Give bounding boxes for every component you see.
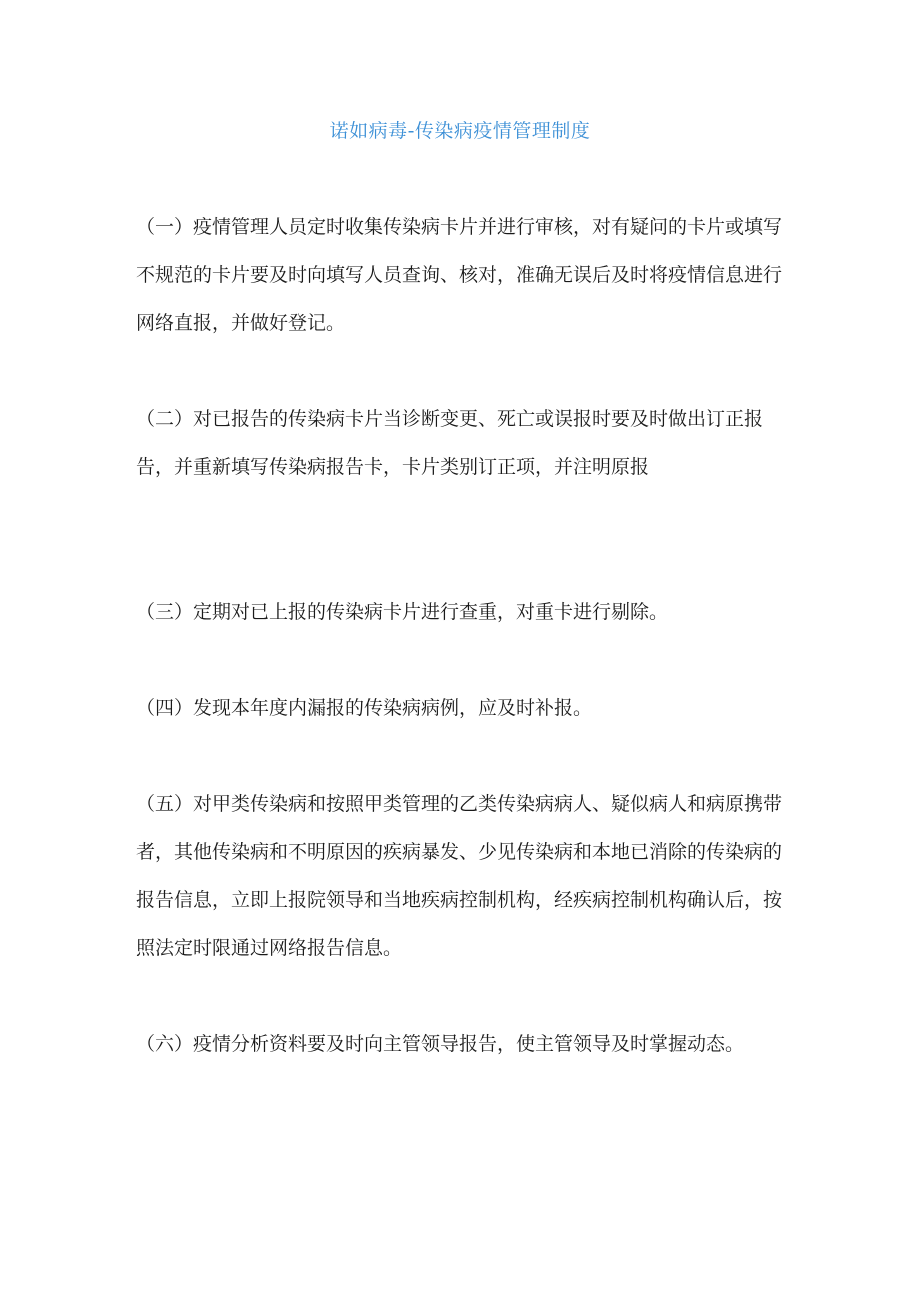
paragraph-4: （四）发现本年度内漏报的传染病病例，应及时补报。 [136,697,593,719]
document-title: 诺如病毒-传染病疫情管理制度 [329,120,591,142]
paragraph-1: （一）疫情管理人员定时收集传染病卡片并进行审核，对有疑问的卡片或填写不规范的卡片要及时向填写人员查询、核对，准确无误后及时将疫情信息进行网络直报，并做好登记。 [136,216,783,334]
paragraph-6: （六）疫情分析资料要及时向主管领导报告，使主管领导及时掌握动态。 [136,1033,745,1055]
paragraph-5: （五）对甲类传染病和按照甲类管理的乙类传染病病人、疑似病人和病原携带者，其他传染病和不明原因的疾病暴发、少见传染病和本地已消除的传染病的报告信息，立即上报院领导和当地疾病控制机构，经疾病控制机构确认后，按照法定时限通过网络报告信息。 [136,793,783,959]
paragraph-3: （三）定期对已上报的传染病卡片进行查重，对重卡进行剔除。 [136,601,669,623]
paragraph-2: （二）对已报告的传染病卡片当诊断变更、死亡或误报时要及时做出订正报告，并重新填写传染病报告卡，卡片类别订正项，并注明原报 [136,408,764,478]
